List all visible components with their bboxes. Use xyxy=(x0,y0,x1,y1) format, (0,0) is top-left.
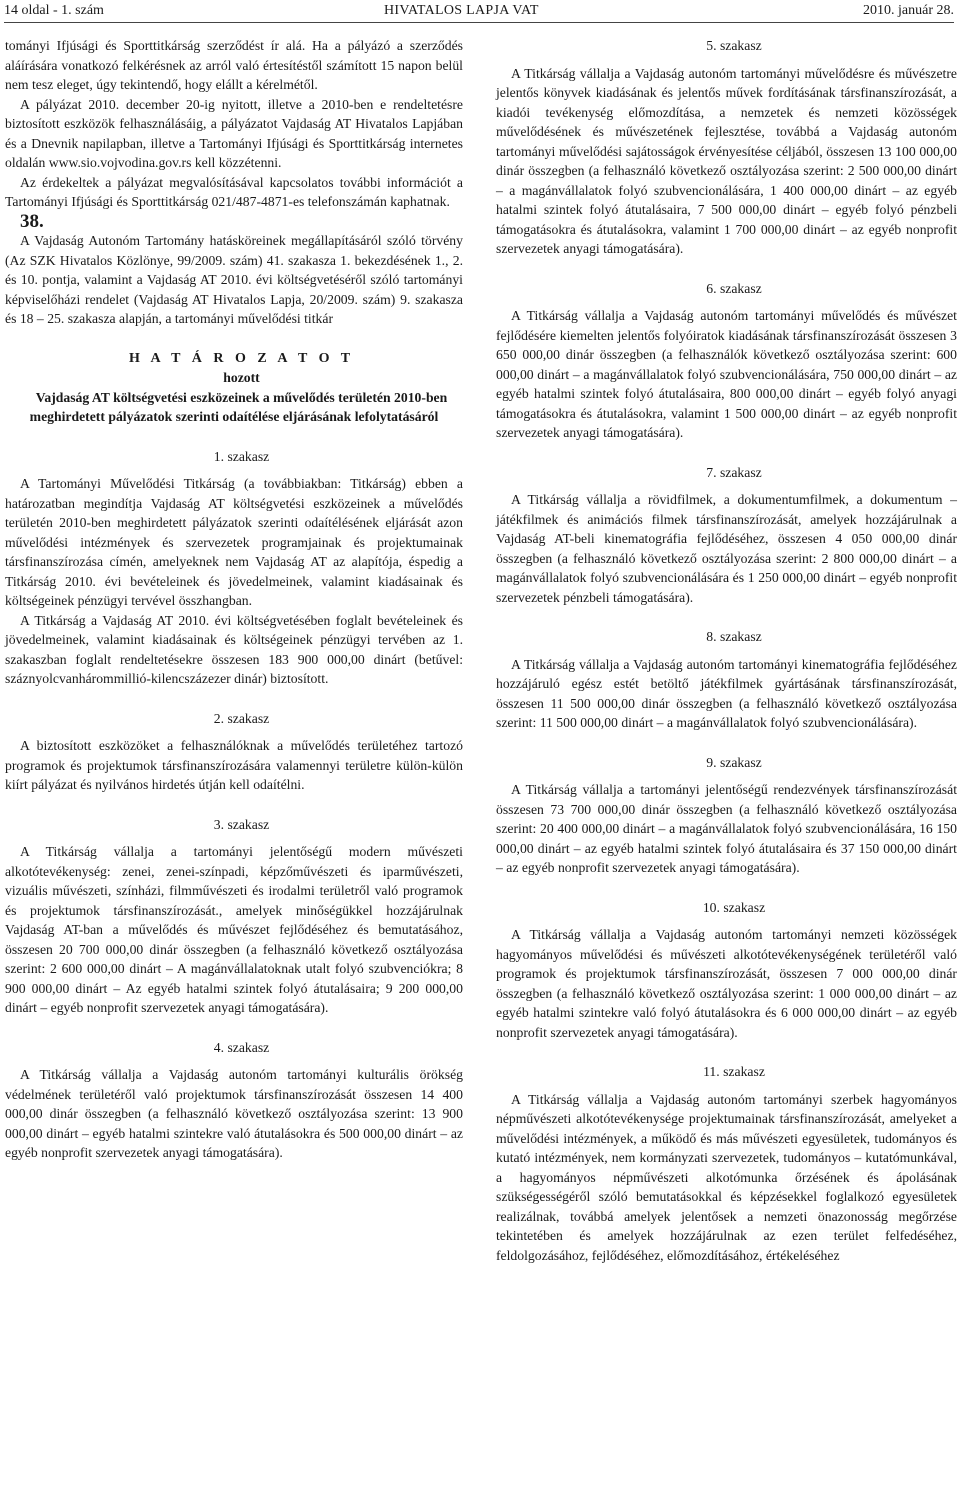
preamble: A Vajdaság Autonóm Tartomány hatásköreinek megállapításáról szóló törvény (Az SZK Hivatalos Közlönye, 99/2009. szám) 41. szakasza 1. bekezdésének 1., 2. és 10. pontja, valamint a Vajdaság AT 2010. évi költségvetéséről szóló tartományi képviselőházi rendelet (Vajdaság AT Hivatalos Lapja, 20/2009. szám) 9. szakasza és 18 – 25. szakasza alapján, a tartományi művelődési titkár xyxy=(5,233,463,326)
paragraph: A Titkárság vállalja a Vajdaság autonóm tartományi nemzeti közösségek hagyományos művelődési és művészeti alkotótevékenységének területéről való programok és projektumok társfinanszírozását, összesen 7 000 000,00 dinár összegben (a felhasználó következő osztályozása szerint: 1 000 000,00 dinárt – az egyéb hatalmi szintekre való folyó átutalásokra és 6 000 000,00 dinárt – az egyéb nonprofit szervezetek anyagi támogatására). xyxy=(496,927,957,1040)
paragraph: A Titkárság vállalja a rövidfilmek, a dokumentumfilmek, a dokumentum – játékfilmek és animációs filmek társfinanszírozását, amelyek hozzájárulnak a Vajdaság AT-beli kinematográfia fejlődéséhez, összesen 4 050 000,00 dinár összegben (a felhasználó következő osztályozása szerint: 2 800 000,00 dinárt – a magánvállalatok folyó szubvencionálására és 1 250 000,00 dinárt – egyéb nonprofit szervezetek pénzbeli támogatására). xyxy=(496,492,957,605)
header-date: 2010. január 28. xyxy=(863,3,954,18)
paragraph: A Titkárság vállalja a Vajdaság autonóm tartományi kulturális örökség védelmének területéről való projektumok társfinanszírozását összesen 14 400 000,00 dinár összegben (a felhasználó következő osztályozása szerint: 13 900 000,00 dinárt – egyéb hatalmi szintekre való átutalásokra és 500 000,00 dinárt – az egyéb nonprofit szervezetek anyagi támogatására). xyxy=(5,1067,463,1160)
section-heading: 8. szakasz xyxy=(706,629,762,644)
paragraph: Az érdekeltek a pályázat megvalósításával kapcsolatos további információt a Tartományi Ifjúsági és Sporttitkárság 021/487-4871-es telefonszámán kaphatnak. xyxy=(5,174,463,209)
decree-name: Vajdaság AT költségvetési eszközeinek a művelődés területén 2010-ben meghirdetett pályázatok szerinti odaítélése eljárásának lefolytatásáról xyxy=(29,389,448,424)
section-heading: 6. szakasz xyxy=(706,280,762,296)
paragraph: A Titkárság vállalja a Vajdaság autonóm tartományi művelődésre és művészetre jelentős könyvek kiadásának és jelentős művek fordításának társfinanszírozását, a kiadói tevékenység előmozdítása, a nemzetek és nemzeti közösségek művelődésének és művészetének fejlesztése, továbbá a Vajdaság autonóm tartományi művelődési sajátosságok érvényesítése céljából, összesen 13 100 000,00 dinár összegben (a felhasználó következő osztályozása szerint: 2 500 000,00 dinárt – a magánvállalatok folyó szubvencionálására, 1 400 000,00 dinárt – az egyéb hatalmi szintek folyó átutalásaira, 7 500 000,00 dinárt – egyéb folyó pénzbeli támogatásokra és átutalásokra, valamint 1 700 000,00 dinárt – az egyéb nonprofit szervezetek anyagi támogatására). xyxy=(496,65,957,256)
section-heading: 7. szakasz xyxy=(706,464,762,480)
section-heading: 5. szakasz xyxy=(706,38,762,53)
paragraph: A Titkárság vállalja a tartományi jelentőségű rendezvények társfinanszírozását összesen 73 700 000,00 dinár összegben (a felhasználó következő osztályozása szerint: 20 400 000,00 dinárt – a magánvállalatok folyó szubvencionálására, 16 150 000,00 dinárt – az egyéb hatalmi szintek folyó átutalásaira és 37 150 000,00 dinárt – az egyéb nonprofit szervezetek anyagi támogatására). xyxy=(496,782,957,875)
section-heading: 1. szakasz xyxy=(213,448,270,464)
paragraph: A biztosított eszközöket a felhasználóknak a művelődés területéhez tartozó programok és projektumok társfinanszírozására valamennyi területre külön-külön kiírt pályázat és nyilvános hirdetés útján kell odaítélni. xyxy=(5,738,463,792)
paragraph: A Titkárság vállalja a Vajdaság autonóm tartományi művelődés és művészet fejlődésére kiemelten jelentős folyóiratok kiadásának társfinanszírozását összesen 3 650 000,00 dinár összegben (a felhasználók következő osztályozása szerint: 600 000,00 dinárt – a magánvállalatok folyó szubvencionálására, 750 000,00 dinárt – az egyéb hatalmi szintek folyó átutalásaira, 800 000,00 dinárt – egyéb folyó anyagi támogatásokra és átutalásokra, valamint 1 500 000,00 dinárt – az egyéb nonprofit szervezetek anyagi támogatására). xyxy=(496,308,957,440)
header-publication-title: HIVATALOS LAPJA VAT xyxy=(384,3,539,18)
paragraph: A Titkárság vállalja a Vajdaság autonóm tartományi kinematográfia fejlődéséhez hozzájáruló egész estét betöltő játékfilmek gyártásának társfinanszírozását, összesen 11 500 000,00 dinár összegben (a felhasználó következő osztályozása szerint: 11 500 000,00 dinárt – a magánvállalatok folyó szubvencionálására). xyxy=(496,656,957,730)
paragraph: A Titkárság a Vajdaság AT 2010. évi költségvetésében foglalt bevételeinek és jövedelmeinek, valamint kiadásainak és költségeinek pénzügyi tervében az 1. szakaszban foglalt rendeltetésekre összesen 183 900 000,00 dinárt (betűvel: száznyolcvanhárommillió-kilencszázezer dinár) biztosított. xyxy=(5,612,463,686)
paragraph: A Titkárság vállalja a tartományi jelentőségű modern művészeti alkotótevékenység: zenei, zenei-színpadi, képzőművészeti és iparművészeti, vizuális művészeti, színházi, filmművészeti és irodalmi területről való programok és projektumok társfinanszírozását., amelyek minőségükkel hozzájárulnak Vajdaság AT-ban a művelődés és művészet fejlődéséhez és bemutatásához, összesen 20 700 000,00 dinár összegben (a felhasználó következő osztályozása szerint: 2 600 000,00 dinárt – A magánvállalatoknak utalt folyó szubvenciókra; 8 900 000,00 dinárt – Az egyéb hatalmi szintek folyó átutalásaira; 9 200 000,00 dinárt – egyéb nonprofit szervezetek anyagi támogatására). xyxy=(5,844,463,1015)
paragraph: tományi Ifjúsági és Sporttitkárság szerződést ír alá. Ha a pályázó a szerződés aláírására vonatkozó felkérésnek az arról való értesítéstől számított 15 napon belül nem tesz eleget, úgy tekintendő, hogy elállt a kérelmétől. xyxy=(5,38,463,92)
section-heading: 4. szakasz xyxy=(213,1039,270,1055)
section-heading: 9. szakasz xyxy=(706,754,762,770)
section-heading: 3. szakasz xyxy=(213,816,270,832)
paragraph: A Titkárság vállalja a Vajdaság autonóm tartományi szerbek hagyományos népművészeti alkotótevékenysége projektumainak társfinanszírozását, amelyeket a művelődési intézmények, a működő és más művészeti egyesületek, tudományos és kutató intézmények, nem kormányzati szervezetek, tudományos – kutatómunkával, a hagyományos népművészeti alkotómunka őrzésének és ápolásának szükségességéről szóló bemutatásokkal és képzésekkel foglalkozó egyesületek realizálnak, továbbá amelyek jelentősek a nemzeti önazonosság megőrzése tekintetében és amelyek hozzájárulnak az ezen terület felfedéséhez, feldolgozásához, fejlődéséhez, előmozdításához, értékeléséhez xyxy=(496,1091,957,1263)
decree-hozott: hozott xyxy=(223,370,260,385)
decree-title: H A T Á R O Z A T O T xyxy=(128,350,355,366)
decree-number: 38. xyxy=(20,210,44,232)
section-heading: 11. szakasz xyxy=(703,1064,765,1079)
header-page-number: 14 oldal - 1. szám xyxy=(4,3,104,18)
left-column xyxy=(5,36,463,1163)
paragraph: A Tartományi Művelődési Titkárság (a továbbiakban: Titkárság) ebben a határozatban megindítja Vajdaság AT költségvetési eszközeinek a művelődés területén 2010-ben meghirdetett pályázatok szerinti odaítélésének eljárását azon művelődési intézmények és szervezetek programjainak és projektumainak társfinanszírozása címén, amelyeknek nem Vajdaság AT az alapítója, éspedig a Titkárság 2010. évi bevételeinek és jövedelmeinek, valamint kiadásainak és költségeinek pénzügyi tervével összhangban. xyxy=(5,476,463,608)
section-heading: 2. szakasz xyxy=(213,710,270,726)
paragraph: A pályázat 2010. december 20-ig nyitott, illetve a 2010-ben e rendeltetésre biztosított eszközök felhasználásáig, a pályázatot Vajdaság AT Hivatalos Lapjában és a Dnevnik napilapban, illetve a Tartományi Ifjúsági és Sporttitkárság internetes oldalán www.sio.vojvodina.gov.rs kell közzétenni. xyxy=(5,96,463,170)
page-header xyxy=(4,0,954,23)
right-column xyxy=(496,36,957,1265)
section-heading: 10. szakasz xyxy=(702,899,766,915)
